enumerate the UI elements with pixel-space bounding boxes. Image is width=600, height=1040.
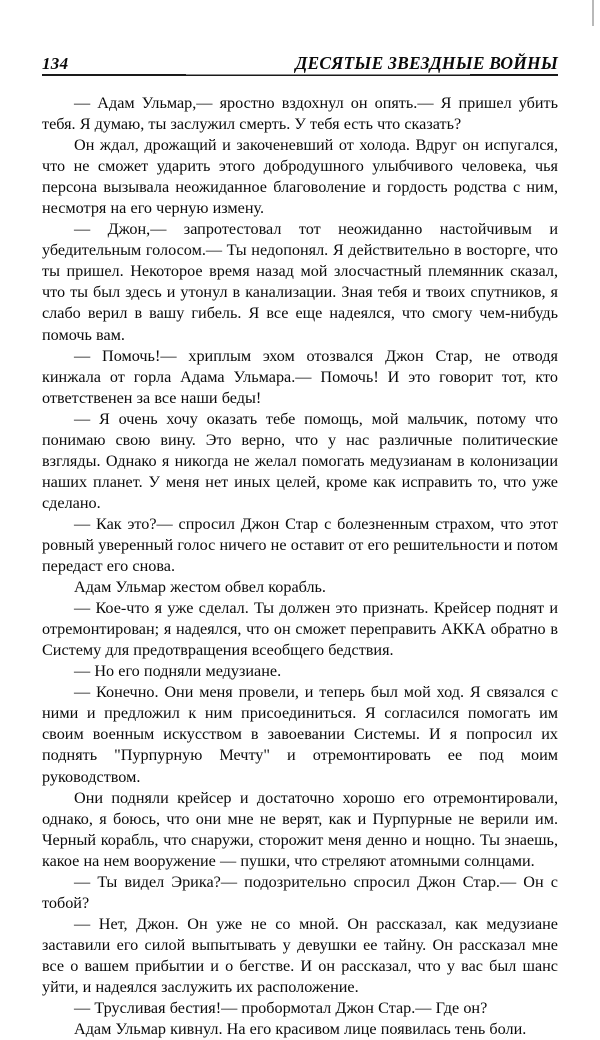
- paragraph: — Помочь!— хриплым эхом отозвался Джон Стар, не отводя кинжала от горла Адама Ульмара.— Помочь! И это говорит тот, кто ответственен за все наши беды!: [42, 346, 558, 407]
- paragraph: Адам Ульмар жестом обвел корабль.: [74, 578, 326, 597]
- paragraph: — Нет, Джон. Он уже не со мной. Он рассказал, как медузиане заставили его силой выпытывать у девушки ее тайну. Он рассказал мне все о вашем прибытии и о бегстве. И он рассказал, что у вас был шанс уйти, и надеялся заслужить их расположение.: [42, 914, 558, 996]
- page-number: 134: [42, 54, 69, 73]
- running-head: [42, 46, 558, 72]
- paragraph: Они подняли крейсер и достаточно хорошо его отремонтировали, однако, я боюсь, что они мне не верят, как и Пурпурные не верили им. Черный корабль, что снаружи, сторожит меня денно и нощно. Ты знаешь, какое на нем вооружение — пушки, что стреляют атомными солнцами.: [42, 788, 558, 870]
- paragraph: — Ты видел Эрика?— подозрительно спросил Джон Стар.— Он с тобой?: [42, 872, 558, 912]
- paragraph: — Джон,— запротестовал тот неожиданно настойчивым и убедительным голосом.— Ты недопонял. Я действительно в восторге, что ты пришел. Некоторое время назад мой злосчастный племянник сказал, что ты был здесь и утонул в канализации. Зная тебя и твоих спутников, я слабо верил в вашу гибель. Я все еще надеялся, что смогу чем-нибудь помочь вам.: [42, 220, 558, 344]
- paragraph: — Кое-что я уже сделал. Ты должен это признать. Крейсер поднят и отремонтирован; я надеялся, что он сможет переправить АККА обратно в Систему для предотвращения всеобщего бедствия.: [42, 599, 558, 660]
- paragraph: — Адам Ульмар,— яростно вздохнул он опять.— Я пришел убить тебя. Я думаю, ты заслужил смерть. У тебя есть что сказать?: [42, 94, 558, 134]
- paragraph: Адам Ульмар кивнул. На его красивом лице появилась тень боли.: [74, 1020, 527, 1039]
- running-head-rule: [42, 74, 558, 76]
- paragraph: Он ждал, дрожащий и закоченевший от холода. Вдруг он испугался, что не сможет ударить этого добродушного улыбчивого человека, чья персона вызывала неожиданное благоволение и гордость родства с ним, несмотря на его черную измену.: [42, 136, 558, 218]
- paragraph: — Конечно. Они меня провели, и теперь был мой ход. Я связался с ними и предложил к ним присоединиться. Я согласился помогать им своим военным искусством в завоевании Системы. И я попросил их поднять "Пурпурную Мечту" и отремонтировать ее под моим руководством.: [42, 683, 558, 786]
- running-head-title: ДЕСЯТЫЕ ЗВЕЗДНЫЕ ВОЙНЫ: [295, 52, 558, 73]
- paragraph: — Но его подняли медузиане.: [74, 662, 282, 681]
- paragraph: — Я очень хочу оказать тебе помощь, мой мальчик, потому что понимаю свою вину. Это верно, что у нас различные политические взгляды. Однако я никогда не желал помогать медузианам в колонизации наших планет. У меня нет иных целей, кроме как исправить то, что уже сделано.: [42, 409, 558, 512]
- paragraph: — Трусливая бестия!— пробормотал Джон Стар.— Где он?: [74, 999, 488, 1018]
- scan-edge-artifact: [592, 0, 594, 26]
- body-text: [42, 93, 558, 1040]
- paragraph: — Как это?— спросил Джон Стар с болезненным страхом, что этот ровный уверенный голос ничего не оставит от его решительности и потом передаст его снова.: [42, 514, 558, 576]
